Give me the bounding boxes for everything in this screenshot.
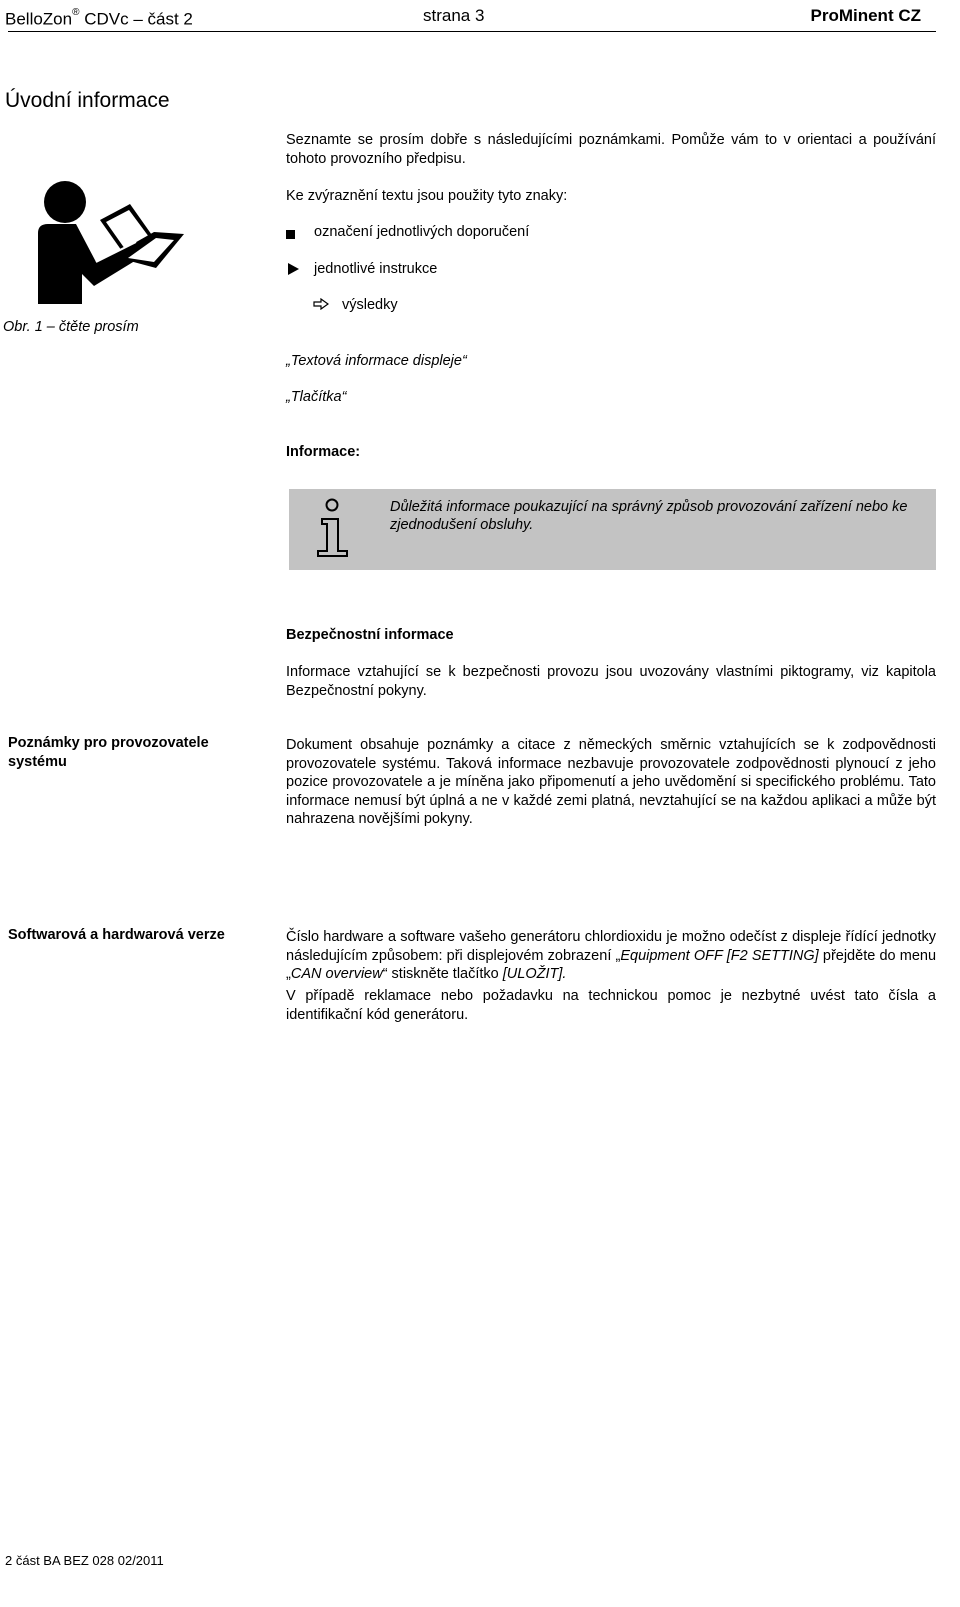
operator-notes-label: Poznámky pro provozovatele systému [8, 735, 209, 770]
header-brand: ProMinent CZ [810, 6, 921, 25]
triangle-arrow-icon [288, 263, 299, 275]
info-icon [314, 497, 354, 557]
person-reading-icon [36, 178, 186, 306]
section-title: Úvodní informace [5, 89, 170, 112]
marks-intro: Ke zvýraznění textu jsou použity tyto znaky: [286, 188, 568, 204]
page-header [0, 0, 960, 34]
safety-heading: Bezpečnostní informace [286, 627, 454, 643]
figure-caption: Obr. 1 – čtěte prosím [3, 319, 139, 335]
safety-text: Informace vztahující se k bezpečnosti provozu jsou uvozovány vlastními piktogramy, viz kapitola Bezpečnostní pokyny. [286, 664, 936, 699]
buttons-example: „Tlačítka“ [286, 389, 347, 405]
version-label: Softwarová a hardwarová verze [8, 927, 225, 943]
header-divider [8, 31, 936, 32]
registered-mark: ® [72, 7, 80, 18]
display-text-example: „Textová informace displeje“ [286, 353, 467, 369]
version-paragraph-2: V případě reklamace nebo požadavku na technickou pomoc je nezbytné uvést tato čísla a identifikační kód generátoru. [286, 988, 936, 1023]
header-page-number: strana 3 [423, 6, 485, 25]
equipment-off-text: Equipment OFF [F2 SETTING] [620, 947, 819, 964]
version-paragraph-1: Číslo hardware a software vašeho generátoru chlordioxidu je možno odečíst z displeje řídící jednotky následujícím způsobem: při displejovém zobrazení „Equipment OFF [F2 SETTING] přejděte do menu „CAN overview“ stiskněte tlačítko [ULOŽIT]. [286, 929, 937, 982]
legend-result-label: výsledky [342, 297, 398, 313]
information-box-text: Důležitá informace poukazující na správný způsob provozování zařízení nebo ke zjednodušení obsluhy. [390, 499, 908, 533]
information-box [289, 489, 936, 570]
intro-text: Seznamte se prosím dobře s následujícími poznámkami. Pomůže vám to v orientaci a používání tohoto provozního předpisu. [286, 132, 936, 167]
legend-bullet-label: označení jednotlivých doporučení [314, 224, 530, 240]
hollow-arrow-icon [313, 298, 329, 310]
square-bullet-icon [286, 230, 295, 239]
can-overview-text: CAN overview [290, 966, 383, 982]
information-heading: Informace: [286, 444, 361, 460]
header-doc-title: BelloZon® CDVc – část 2 [5, 7, 193, 29]
legend-instruction-label: jednotlivé instrukce [314, 261, 438, 277]
operator-notes-text: Dokument obsahuje poznámky a citace z německých směrnic vztahujících se k zodpovědnosti provozovatele systému. Taková informace nezbavuje provozovatele zodpovědnosti plynoucí z jeho pozice provozovatele a je míněna jako připomenutí a jeho uvědomění si specifického problému. Tato informace nemusí být úplná a ne v každé zemi platná, nevztahující se na každou aplikaci a může být nahrazena novějšími pokyny. [286, 737, 936, 827]
save-key-text: [ULOŽIT]. [502, 966, 567, 982]
footer-doc-code: 2 část BA BEZ 028 02/2011 [5, 1553, 164, 1568]
